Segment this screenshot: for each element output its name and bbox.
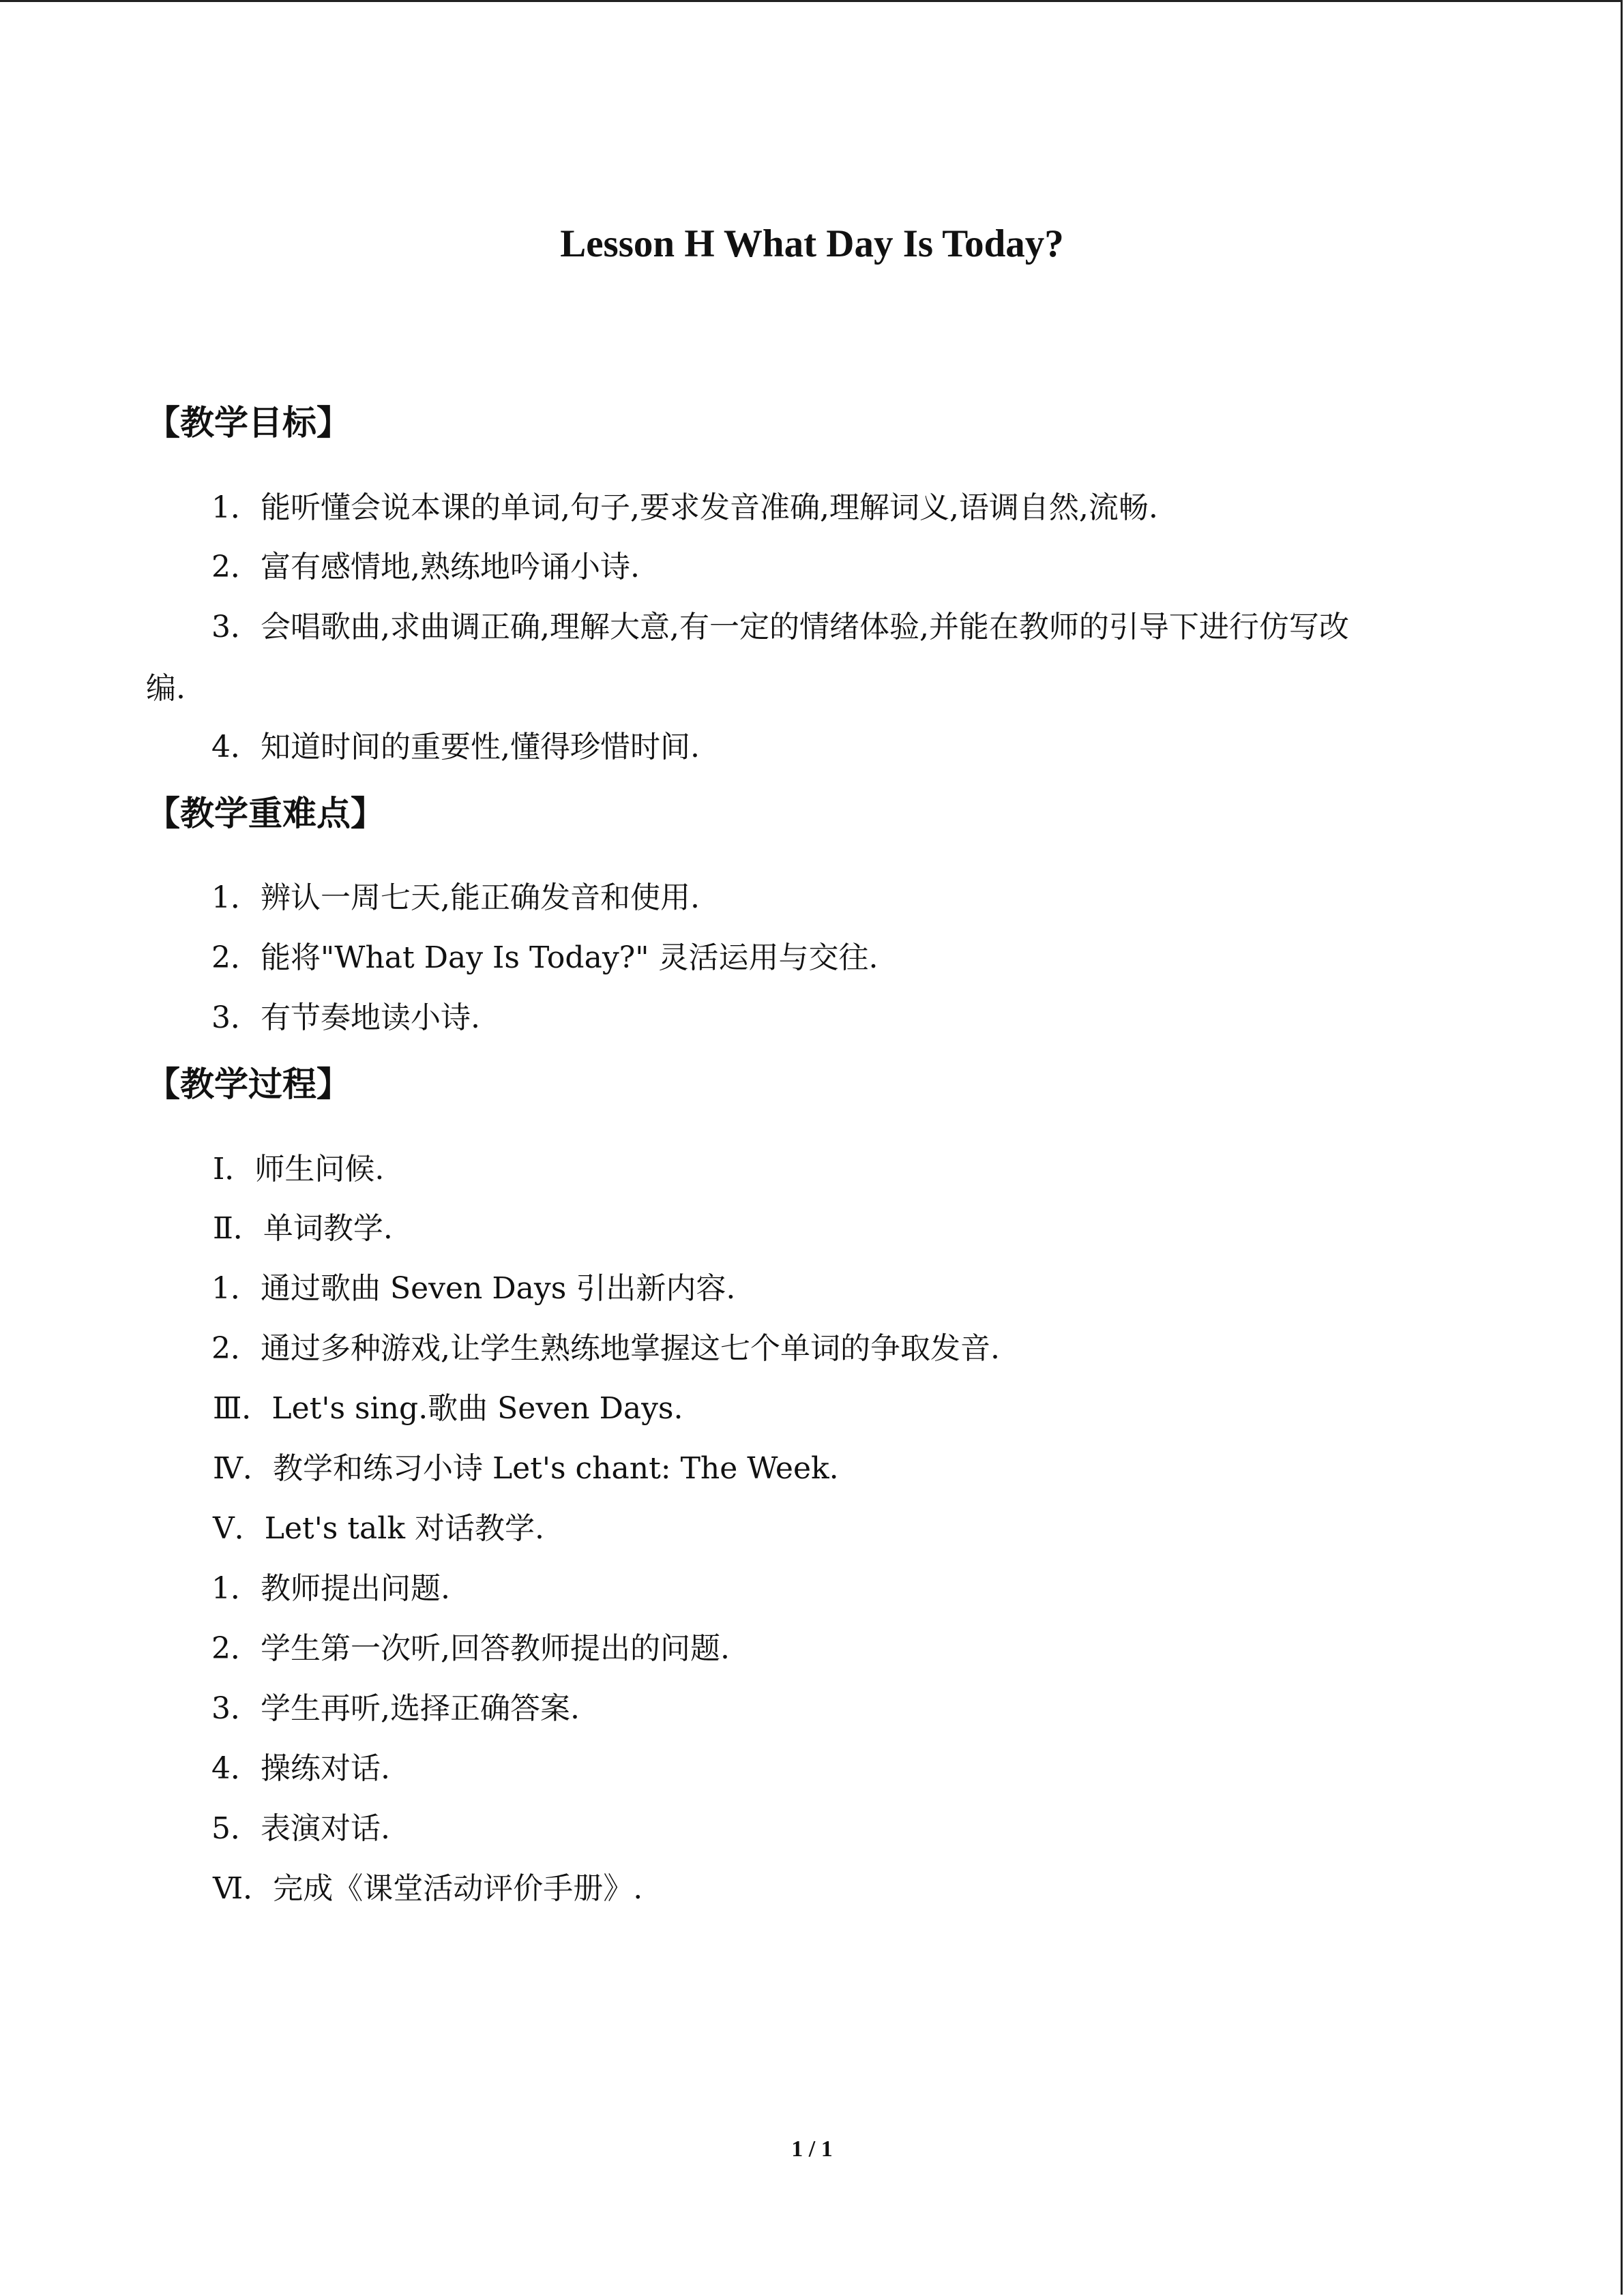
objective-item-continuation: 编.	[146, 671, 186, 706]
section-heading-process: 【教学过程】	[146, 1064, 351, 1104]
key-point-item: 2．能将"What Day Is Today?" 灵活运用与交往.	[211, 940, 879, 975]
section-heading-objectives: 【教学目标】	[146, 403, 351, 443]
process-step: Ⅰ．师生问候.	[213, 1152, 385, 1187]
process-substep: 1．教师提出问题.	[211, 1571, 450, 1606]
objective-item: 2．富有感情地,熟练地吟诵小诗.	[211, 550, 640, 584]
process-substep: 2．通过多种游戏,让学生熟练地掌握这七个单词的争取发音.	[211, 1331, 1000, 1366]
process-step: Ⅵ．完成《课堂活动评价手册》.	[213, 1871, 643, 1906]
process-step: Ⅳ．教学和练习小诗 Let's chant: The Week.	[213, 1451, 839, 1486]
process-substep: 5．表演对话.	[211, 1811, 390, 1846]
process-substep: 3．学生再听,选择正确答案.	[211, 1691, 580, 1726]
process-step: Ⅴ．Let's talk 对话教学.	[213, 1511, 544, 1546]
objective-item: 3．会唱歌曲,求曲调正确,理解大意,有一定的情绪体验,并能在教师的引导下进行仿写改	[211, 610, 1349, 644]
page-number: 1 / 1	[791, 2136, 833, 2162]
key-point-item: 1．辨认一周七天,能正确发音和使用.	[211, 880, 700, 915]
process-substep: 2．学生第一次听,回答教师提出的问题.	[211, 1631, 730, 1666]
document-title: Lesson H What Day Is Today?	[560, 222, 1064, 265]
section-heading-key-points: 【教学重难点】	[146, 794, 385, 833]
process-substep: 1．通过歌曲 Seven Days 引出新内容.	[211, 1271, 736, 1306]
process-step: Ⅲ．Let's sing.歌曲 Seven Days.	[213, 1391, 683, 1426]
process-step: Ⅱ．单词教学.	[213, 1211, 393, 1246]
key-point-item: 3．有节奏地读小诗.	[211, 1000, 480, 1035]
objective-item: 1．能听懂会说本课的单词,句子,要求发音准确,理解词义,语调自然,流畅.	[211, 490, 1158, 525]
process-substep: 4．操练对话.	[211, 1751, 390, 1786]
objective-item: 4．知道时间的重要性,懂得珍惜时间.	[211, 730, 700, 764]
